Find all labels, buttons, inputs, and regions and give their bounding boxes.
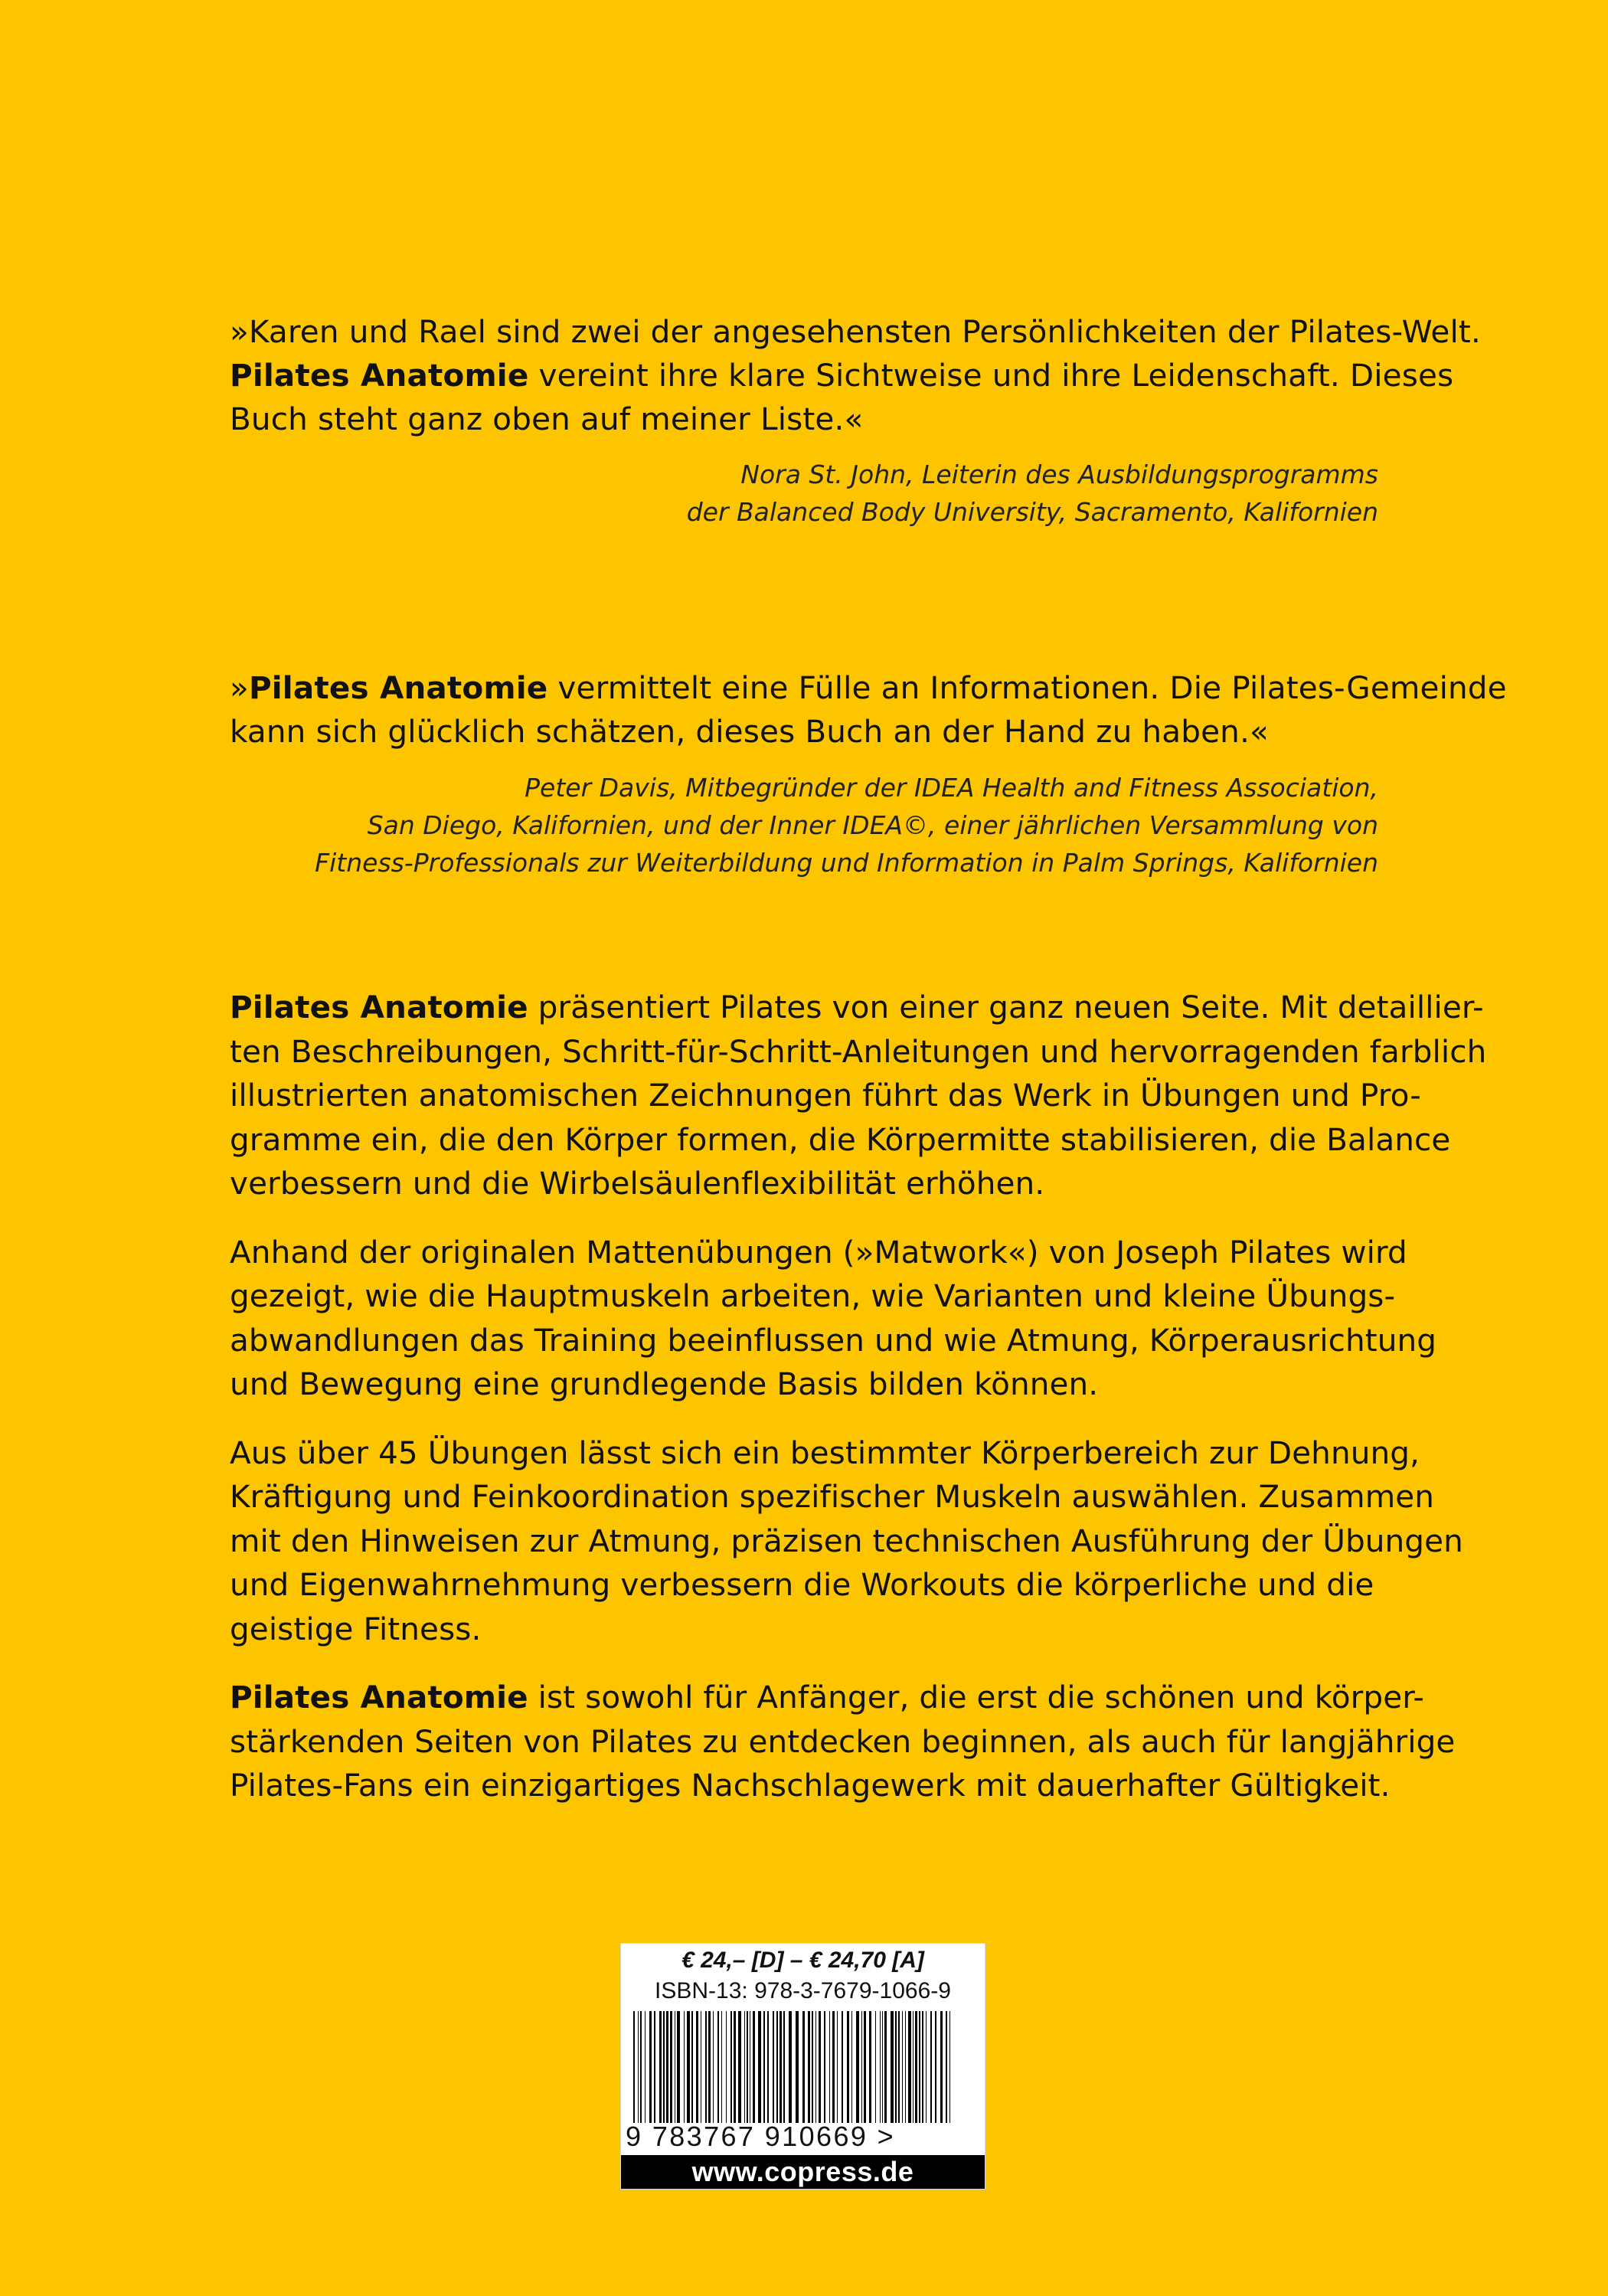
text-line [230,1676,1425,1720]
barcode-icon [633,2011,955,2123]
text-line [230,1274,1396,1319]
barcode-bar [882,2011,883,2123]
book-title-bold: Pilates Anatomie [230,1679,528,1715]
barcode-bar [773,2011,774,2123]
barcode-bar [802,2011,805,2123]
barcode-bar [708,2011,711,2123]
text-segment: präsentiert Pilates von einer ganz neuen Seite. Mit detaillier- [528,989,1484,1025]
barcode-bar [847,2011,849,2123]
barcode-bar [815,2011,816,2123]
barcode-bar [926,2011,927,2123]
barcode-bar [922,2011,923,2123]
barcode-bar [684,2011,685,2123]
barcode-bar [776,2011,778,2123]
text-segment: abwandlungen das Training beeinflussen und wie Atmung, Körperausrichtung [230,1321,1437,1359]
barcode-bar [717,2011,719,2123]
barcode-bar [670,2011,672,2123]
barcode-bar [758,2011,761,2123]
text-segment: »Karen und Rael sind zwei der angesehensten Persönlichkeiten der Pilates-Welt. [230,313,1481,350]
barcode-bar [687,2011,690,2123]
barcode-bar [861,2011,862,2123]
text-line [230,310,1481,354]
barcode-bar [721,2011,722,2123]
text-line [230,1030,1487,1074]
barcode-bar [946,2011,947,2123]
text-segment: kann sich glücklich schätzen, dieses Buch an der Hand zu haben.« [230,713,1269,750]
attribution-line: der Balanced Body University, Sacramento, Kalifornien [686,497,1378,527]
barcode-bar [891,2011,894,2123]
barcode-bar [884,2011,887,2123]
text-line [230,1720,1456,1765]
barcode-bar [726,2011,727,2123]
price-label: € 24,– [D] – € 24,70 [A] [681,1948,924,1973]
attribution-line: Peter Davis, Mitbegründer der IDEA Health and Fitness Association, [525,773,1378,803]
barcode-bar [796,2011,799,2123]
barcode-bar [767,2011,769,2123]
barcode-bar [919,2011,920,2123]
barcode-bar [779,2011,782,2123]
barcode-bar [902,2011,903,2123]
text-line [230,710,1378,754]
barcode-bar [824,2011,825,2123]
text-line [230,1563,1378,1608]
quote-nora-st-john [230,310,1481,441]
barcode-bar [747,2011,748,2123]
barcode-bar [663,2011,665,2123]
text-segment: verbessern und die Wirbelsäulenflexibilität erhöhen. [230,1165,1045,1202]
barcode-bar [837,2011,838,2123]
barcode-bar [691,2011,693,2123]
barcode-bar [869,2011,871,2123]
text-segment: und Bewegung eine grundlegende Basis bilden können. [230,1365,1099,1402]
text-segment: Pilates-Fans ein einzigartiges Nachschlagewerk mit dauerhafter Gültigkeit. [230,1767,1391,1804]
barcode-bar [864,2011,866,2123]
barcode-bar [654,2011,655,2123]
barcode-bar [633,2011,635,2123]
barcode-bar [744,2011,745,2123]
book-title-bold: Pilates Anatomie [230,357,529,394]
text-line [230,397,1378,441]
barcode-bar [935,2011,936,2123]
text-line [230,1118,1451,1163]
barcode-bar [734,2011,736,2123]
text-segment: ten Beschreibungen, Schritt-für-Schritt-Anleitungen und hervorragenden farblich [230,1032,1487,1070]
barcode-bar [677,2011,680,2123]
barcode-bar [666,2011,668,2123]
barcode-bar [915,2011,917,2123]
barcode-bar [713,2011,714,2123]
barcode-bar [808,2011,810,2123]
text-segment: illustrierten anatomischen Zeichnungen führt das Werk in Übungen und Pro- [230,1077,1421,1114]
barcode-bar [949,2011,950,2123]
barcode-bar [730,2011,732,2123]
barcode-bar [898,2011,900,2123]
description-paragraph [230,1231,1437,1407]
barcode-bar [696,2011,698,2123]
barcode-bar [738,2011,741,2123]
text-line [230,1319,1437,1363]
barcode-panel [620,1943,985,2190]
text-line [230,1519,1463,1564]
barcode-bar [753,2011,755,2123]
barcode-bar [875,2011,876,2123]
text-segment: ist sowohl für Anfänger, die erst die schönen und körper- [528,1679,1425,1715]
book-title-bold: Pilates Anatomie [248,669,548,706]
barcode-bar [940,2011,943,2123]
text-segment: Anhand der originalen Mattenübungen (»Matwork«) von Joseph Pilates wird [230,1233,1407,1271]
isbn-label: ISBN-13: 978-3-7679-1066-9 [655,1978,951,2003]
barcode-bar [640,2011,642,2123]
barcode-bar [812,2011,813,2123]
barcode-bar [705,2011,707,2123]
text-line [230,354,1454,397]
barcode-bar [908,2011,911,2123]
description-paragraph [230,986,1487,1206]
publisher-website: www.copress.de [621,2155,985,2189]
text-segment: vermittelt eine Fülle an Informationen. Die Pilates-Gemeinde [547,669,1507,706]
attribution-peter-davis [153,769,1378,881]
quote-peter-davis [230,666,1507,754]
text-segment: Aus über 45 Übungen lässt sich ein bestimmter Körperbereich zur Dehnung, [230,1434,1420,1471]
text-line [230,986,1484,1030]
text-line [230,1074,1421,1118]
barcode-bar [851,2011,852,2123]
barcode-bar [832,2011,835,2123]
book-title-bold: Pilates Anatomie [230,989,528,1025]
book-description [230,986,1487,1833]
attribution-nora-st-john [153,456,1378,531]
text-line [230,666,1507,710]
barcode-bar [905,2011,906,2123]
barcode-bar [638,2011,639,2123]
barcode-bar [819,2011,821,2123]
text-line [230,1475,1435,1519]
text-segment: » [230,669,249,706]
barcode-bar [649,2011,652,2123]
text-line [230,1608,1378,1652]
text-line [230,1162,1378,1206]
text-segment: stärkenden Seiten von Pilates zu entdecken beginnen, als auch für langjährige [230,1722,1456,1760]
barcode-bar [895,2011,897,2123]
text-line [230,1231,1407,1275]
text-line [230,1764,1391,1808]
barcode-bar [842,2011,843,2123]
barcode-bar [856,2011,859,2123]
text-segment: vereint ihre klare Sichtweise und ihre Leidenschaft. Dieses [528,357,1454,394]
text-line [230,1431,1420,1476]
description-paragraph [230,1431,1463,1652]
barcode-digits: 9 783767 910669 > [626,2121,896,2152]
text-segment: Kräftigung und Feinkoordination spezifischer Muskeln auswählen. Zusammen [230,1478,1435,1515]
description-paragraph [230,1676,1456,1808]
attribution-line: Nora St. John, Leiterin des Ausbildungsprogramms [740,460,1378,489]
text-segment: geistige Fitness. [230,1610,482,1647]
text-line [230,1362,1378,1407]
barcode-bar [829,2011,830,2123]
attribution-line: San Diego, Kalifornien, und der Inner IDEA©, einer jährlichen Versammlung von [367,810,1378,840]
barcode-bar [880,2011,881,2123]
barcode-bar [659,2011,662,2123]
attribution-line: Fitness-Professionals zur Weiterbildung und Information in Palm Springs, Kalifornien [315,848,1378,878]
barcode-bar [789,2011,792,2123]
text-segment: gezeigt, wie die Hauptmuskeln arbeiten, wie Varianten und kleine Übungs- [230,1277,1396,1314]
barcode-bar [783,2011,785,2123]
text-segment: Buch steht ganz oben auf meiner Liste.« [230,401,864,437]
barcode-bar [930,2011,932,2123]
text-segment: mit den Hinweisen zur Atmung, präzisen technischen Ausführung der Übungen [230,1522,1463,1559]
text-segment: und Eigenwahrnehmung verbessern die Workouts die körperliche und die [230,1566,1374,1603]
text-segment: gramme ein, die den Körper formen, die Körpermitte stabilisieren, die Balance [230,1120,1451,1158]
barcode-bar [763,2011,765,2123]
